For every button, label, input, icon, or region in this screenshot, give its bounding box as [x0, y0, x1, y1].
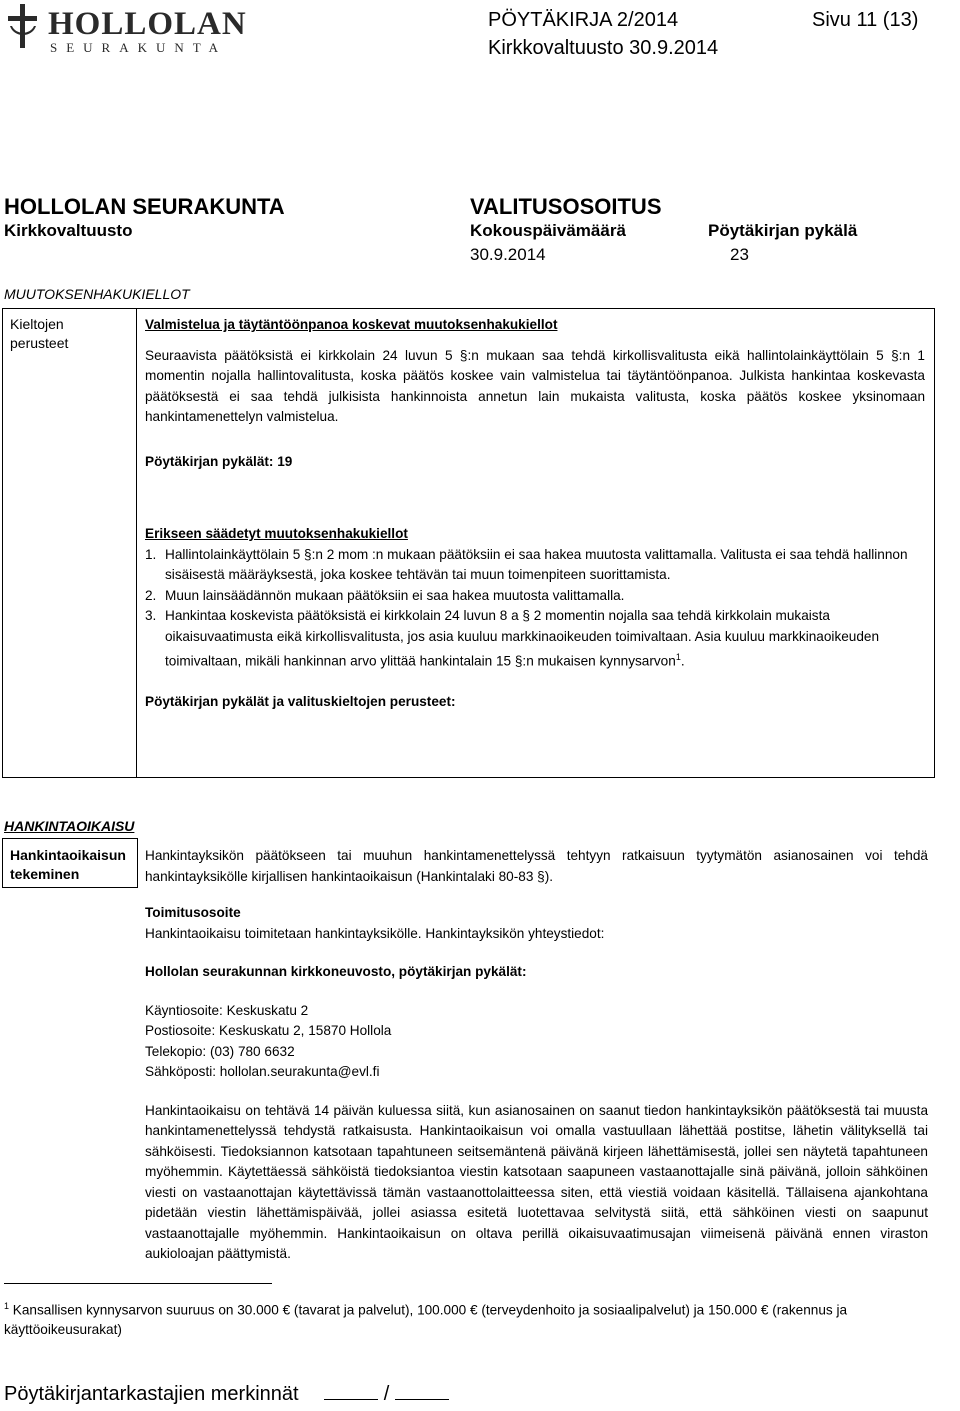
document-title: PÖYTÄKIRJA 2/2014 [488, 9, 679, 31]
section-number: 23 [730, 245, 749, 264]
organization-name: HOLLOLAN SEURAKUNTA [4, 194, 285, 219]
section-title-appeal-bans: MUUTOKSENHAKUKIELLOT [4, 286, 190, 302]
appeal-bans-label: Kieltojen perusteet [10, 316, 69, 351]
logo-main-text: HOLLOLAN [48, 6, 247, 42]
contact-fax: Telekopio: (03) 780 6632 [145, 1043, 295, 1059]
section-label: Pöytäkirjan pykälä [708, 221, 858, 240]
footnote-mark: 1 [4, 1301, 10, 1311]
basis-line: Pöytäkirjan pykälät ja valituskieltojen perusteet: [145, 694, 456, 710]
procurement-content [145, 846, 928, 1265]
meeting-date-label: Kokouspäivämäärä [470, 221, 626, 240]
logo-sub-text: SEURAKUNTA [50, 40, 228, 54]
document-type: VALITUSOSOITUS [470, 194, 662, 219]
contact-visit-address: Käyntiosoite: Keskuskatu 2 [145, 1002, 309, 1018]
contact-list [145, 1001, 928, 1083]
board-heading: Hollolan seurakunnan kirkkoneuvosto, pöytäkirjan pykälät: [145, 964, 527, 979]
footnote-text: Kansallisen kynnysarvon suuruus on 30.000 € (tavarat ja palvelut), 100.000 € (terveydenhoito ja sosiaalipalvelut) ja 150.000 € (rakennus ja käyttöoikeusurakat) [4, 1302, 848, 1337]
delivery-text: Hankintaoikaisu toimitetaan hankintayksikölle. Hankintayksikön yhteystiedot: [145, 925, 605, 941]
reviewer-marks-label: Pöytäkirjantarkastajien merkinnät [4, 1383, 299, 1405]
footnote [4, 1297, 954, 1339]
list-item: 3. Hankintaa koskevista päätöksistä ei kirkkolain 24 luvun 8 a § 2 momentin nojalla saa tehdä kirkkolain mukaista oikaisuvaatimusta eikä kirkollisvalitusta, jos asia kuuluu markkinaoikeuden toimivaltaan. Asia kuuluu markkinaoikeuden toimivaltaan, mikäli hankinnan arvo ylittää hankintalain 15 §:n mukaisen kynnysarvon$^1$. [145, 608, 880, 669]
sections-line: Pöytäkirjan pykälät: 19 [145, 453, 293, 469]
footnote-reference: 1 [675, 652, 681, 662]
table-divider [136, 308, 137, 778]
separate-bans-list [145, 545, 925, 673]
footnote-divider [4, 1283, 272, 1284]
appeal-bans-heading: Valmistelua ja täytäntöönpanoa koskevat muutoksenhakukiellot [145, 317, 558, 332]
list-item: 1. Hallintolainkäyttölain 5 §:n 2 mom :n mukaan päätöksiin ei saa hakea muutosta valittamalla. Valitusta ei saa tehdä hallinnon sisäisestä määräyksestä, joka koskee tehtävän tai muun toimenpiteen suorittamista. [145, 546, 908, 582]
appeal-bans-paragraph: Seuraavista päätöksistä ei kirkkolain 24 luvun 5 §:n mukaan saa tehdä kirkollisvalitusta eikä hallintolainkäyttölain 5 §:n 1 momentin nojalla hallintovalitusta, koska päätös koskee vain valmistelua tai täytäntöönpanoa. Julkista hankintaa koskevasta päätöksestä ei saa tehdä julkisista hankinnoista annetun lain mukaista valitusta, koska päätös koskee yksinomaan hankintamenettelyn valmistelua. [145, 347, 925, 424]
body-name: Kirkkovaltuusto [4, 221, 133, 240]
reviewer-initial-blank-2[interactable] [395, 1398, 449, 1400]
page-number: Sivu 11 (13) [812, 9, 919, 31]
list-item: 2. Muun lainsäädännön mukaan päätöksiin ei saa hakea muutosta valittamalla. [145, 587, 625, 603]
contact-email: Sähköposti: hollolan.seurakunta@evl.fi [145, 1064, 380, 1079]
reviewer-separator: / [383, 1383, 390, 1405]
section-title-procurement-correction: HANKINTAOIKAISU [4, 818, 135, 834]
delivery-heading: Toimitusosoite [145, 905, 241, 920]
reviewer-initial-blank-1[interactable] [324, 1398, 378, 1400]
appeal-bans-content [145, 315, 925, 713]
reviewer-marks [4, 1383, 449, 1406]
contact-postal-address: Postiosoite: Keskuskatu 2, 15870 Hollola [145, 1023, 392, 1038]
procurement-label: Hankintaoikaisun tekeminen [10, 847, 126, 882]
separate-bans-heading: Erikseen säädetyt muutoksenhakukiellot [145, 526, 408, 541]
procurement-closing: Hankintaoikaisu on tehtävä 14 päivän kuluessa siitä, kun asianosainen on saanut tiedon hankintayksikön päätöksestä tai muusta hankintamenettelyssä tehdystä ratkaisusta. Hankintaoikaisun voi omalla vastuullaan lähettää postitse, lähetin välityksellä tai sähköisesti. Tiedoksiannon katsotaan tapahtuneen seitsemäntenä päivänä kirjeen lähettämisestä, jollei sen näytetä tapahtuneen myöhemmin. Käytettäessä sähköistä tiedoksiantoa viestin katsotaan saapuneen vastaanottajalle sinä päivänä, jolloin sähköinen viesti on vastaanottajan käytettävissä tämän vastaanottolaitteessa siten, että viestiä voidaan käsitellä. Tällaisena ajankohtana pidetään viestin lähettämispäivää, jollei asiassa esitetä luotettavaa selvitystä siitä, että sähköinen viesti on saapunut vastaanottajalle myöhemmin. Hankintaoikaisun on oltava perillä oikaisuvaatimusajan viimeisenä päivänä ennen viraston aukioloajan päättymistä. [145, 1102, 928, 1261]
document-subtitle: Kirkkovaltuusto 30.9.2014 [488, 37, 719, 59]
meeting-date: 30.9.2014 [470, 245, 546, 264]
procurement-intro: Hankintayksikön päätökseen tai muuhun hankintamenettelyssä tehtyyn ratkaisuun tyytymätön asianosainen voi tehdä hankintayksikölle kirjallisen hankintaoikaisun (Hankintalaki 80-83 §). [145, 848, 928, 884]
hollola-parish-logo [4, 2, 304, 54]
